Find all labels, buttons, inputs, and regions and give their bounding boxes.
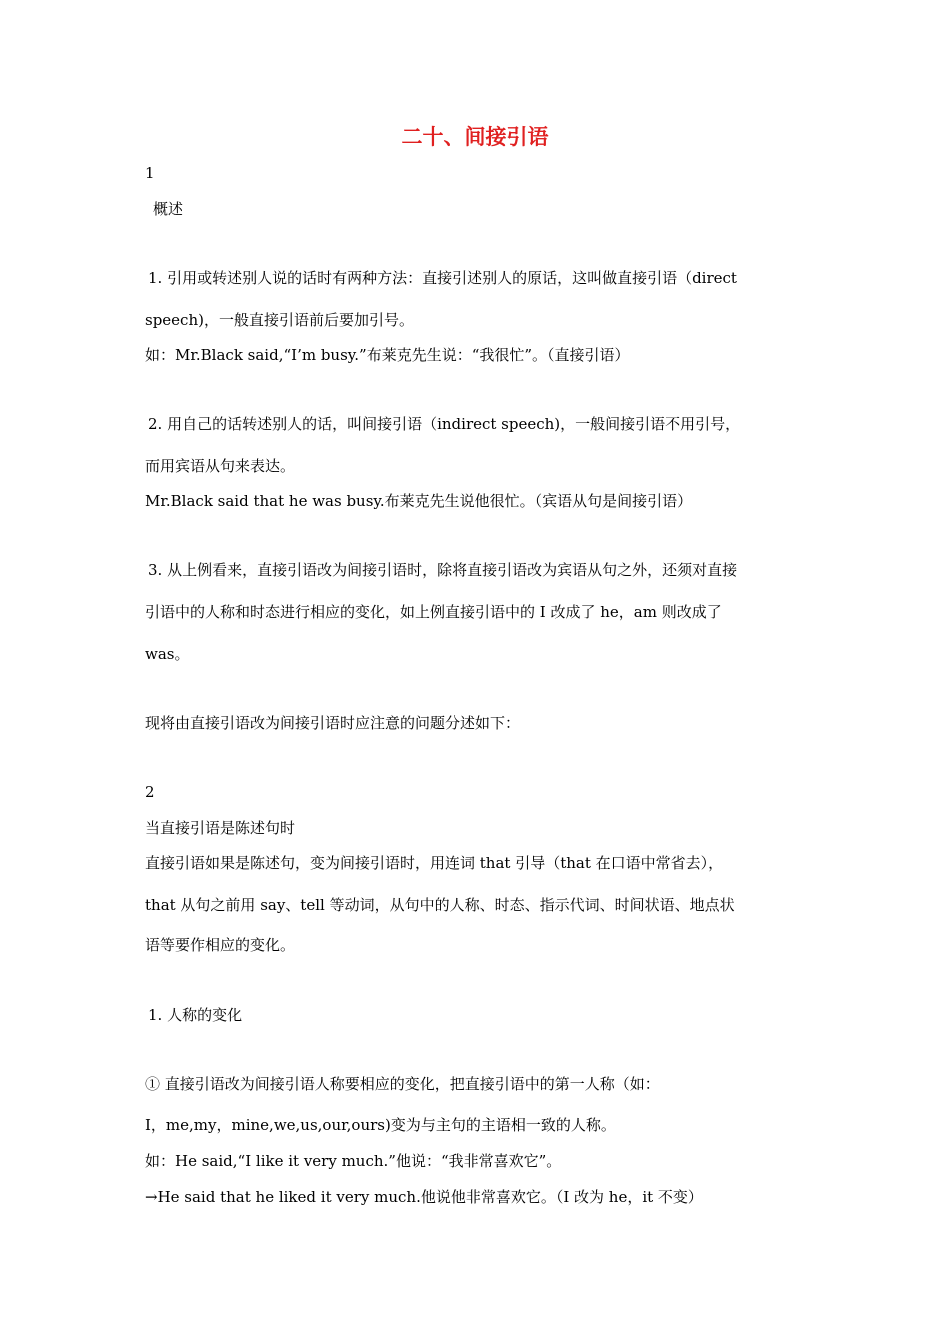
paragraph-line: 现将由直接引语改为间接引语时应注意的问题分述如下：: [145, 714, 521, 732]
example-line: 如：He said,“I like it very much.”他说：“我非常喜欢它”。: [145, 1152, 562, 1170]
example-line: 如：Mr.Black said,“I’m busy.”布莱克先生说：“我很忙”。（直接引语）: [145, 346, 630, 364]
paragraph-line: 1. 引用或转述别人说的话时有两种方法：直接引述别人的原话，这叫做直接引语（direct: [148, 269, 737, 287]
page-title: 二十、间接引语: [401, 125, 549, 149]
section-heading: 概述: [153, 200, 184, 218]
paragraph-line: 语等要作相应的变化。: [145, 936, 296, 954]
paragraph-line: 而用宾语从句来表达。: [145, 457, 296, 475]
example-line: Mr.Black said that he was busy.布莱克先生说他很忙。（宾语从句是间接引语）: [145, 492, 693, 510]
section-heading: 当直接引语是陈述句时: [145, 819, 296, 837]
paragraph-line: I，me,my，mine,we,us,our,ours)变为与主句的主语相一致的人称。: [145, 1116, 616, 1134]
section-number: 1: [145, 164, 155, 182]
paragraph-line: 3. 从上例看来，直接引语改为间接引语时，除将直接引语改为宾语从句之外，还须对直接: [148, 561, 738, 579]
paragraph-line: ① 直接引语改为间接引语人称要相应的变化，把直接引语中的第一人称（如：: [145, 1075, 660, 1093]
paragraph-line: that 从句之前用 say、tell 等动词，从句中的人称、时态、指示代词、时间状语、地点状: [145, 896, 735, 914]
example-line: →He said that he liked it very much.他说他非常喜欢它。（I 改为 he，it 不变）: [145, 1188, 703, 1206]
paragraph-line: 2. 用自己的话转述别人的话，叫间接引语（indirect speech)，一般间接引语不用引号，: [148, 415, 741, 433]
subheading: 1. 人称的变化: [148, 1006, 243, 1024]
paragraph-line: was。: [145, 645, 190, 663]
paragraph-line: 引语中的人称和时态进行相应的变化，如上例直接引语中的 I 改成了 he，am 则改成了: [145, 603, 722, 621]
paragraph-line: 直接引语如果是陈述句，变为间接引语时，用连词 that 引导（that 在口语中常省去），: [145, 854, 724, 872]
section-number: 2: [145, 783, 155, 801]
paragraph-line: speech)，一般直接引语前后要加引号。: [145, 311, 414, 329]
